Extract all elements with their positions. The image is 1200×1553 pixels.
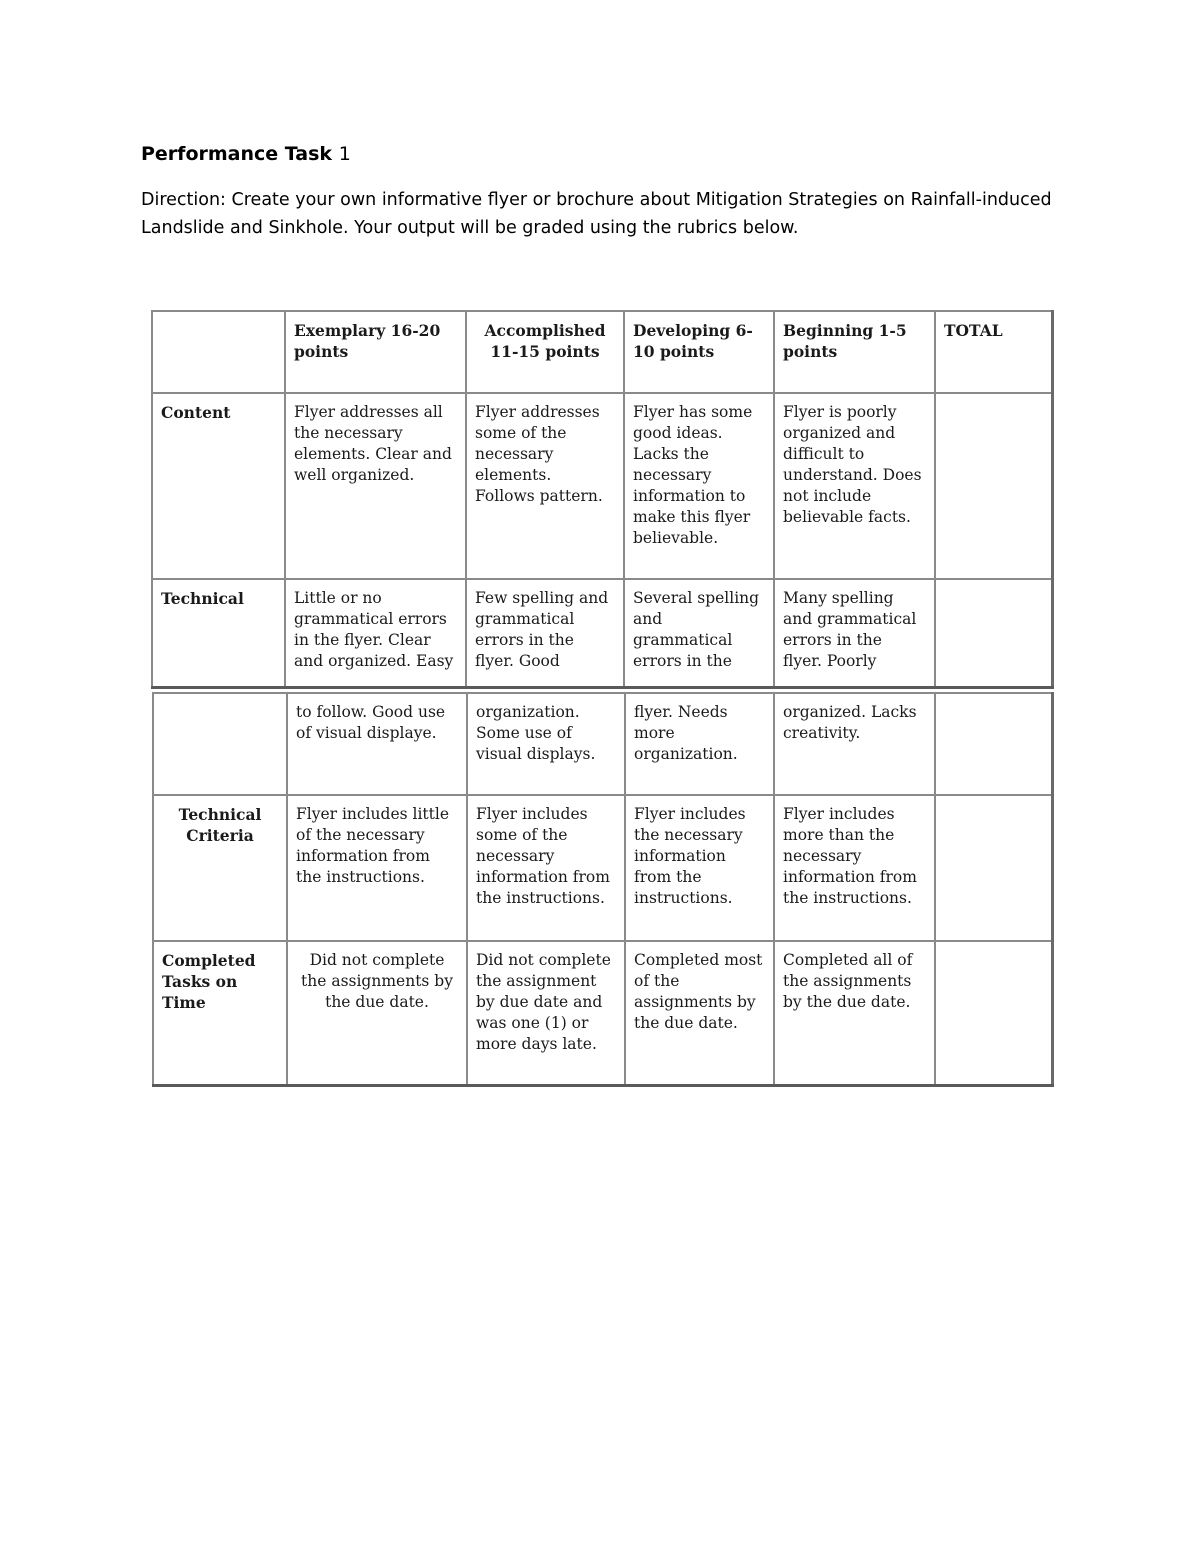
technical-criteria-total bbox=[935, 795, 1052, 941]
technical-developing: Several spelling and grammatical errors in the bbox=[624, 579, 774, 687]
table-row-completed-tasks bbox=[153, 941, 1052, 1085]
row-label-content: Content bbox=[152, 393, 285, 579]
header-developing: Developing 6- 10 points bbox=[624, 311, 774, 393]
technical-continued-accomplished: organization. Some use of visual displays. bbox=[467, 693, 625, 795]
header-beginning: Beginning 1-5 points bbox=[774, 311, 935, 393]
content-exemplary: Flyer addresses all the necessary elements. Clear and well organized. bbox=[285, 393, 466, 579]
technical-continued-developing: flyer. Needs more organization. bbox=[625, 693, 774, 795]
completed-tasks-developing: Completed most of the assignments by the due date. bbox=[625, 941, 774, 1085]
table-row-technical-continued bbox=[153, 693, 1052, 795]
header-accomplished: Accomplished 11-15 points bbox=[466, 311, 624, 393]
row-label-technical-criteria: Technical Criteria bbox=[153, 795, 287, 941]
table-row-technical bbox=[152, 579, 1052, 687]
completed-tasks-accomplished: Did not complete the assignment by due date and was one (1) or more days late. bbox=[467, 941, 625, 1085]
content-accomplished: Flyer addresses some of the necessary elements. Follows pattern. bbox=[466, 393, 624, 579]
technical-continued-beginning: organized. Lacks creativity. bbox=[774, 693, 935, 795]
header-exemplary: Exemplary 16-20 points bbox=[285, 311, 466, 393]
rubric-table-part-2 bbox=[152, 692, 1054, 1087]
row-label-technical-continued bbox=[153, 693, 287, 795]
row-label-technical: Technical bbox=[152, 579, 285, 687]
title-text: Performance Task bbox=[141, 143, 333, 165]
content-beginning: Flyer is poorly organized and difficult to understand. Does not include believable facts. bbox=[774, 393, 935, 579]
table-row-technical-criteria bbox=[153, 795, 1052, 941]
content-developing: Flyer has some good ideas. Lacks the necessary information to make this flyer believable. bbox=[624, 393, 774, 579]
technical-continued-exemplary: to follow. Good use of visual displaye. bbox=[287, 693, 467, 795]
header-total: TOTAL bbox=[935, 311, 1052, 393]
completed-tasks-total bbox=[935, 941, 1052, 1085]
header-criteria bbox=[152, 311, 285, 393]
technical-accomplished: Few spelling and grammatical errors in the flyer. Good bbox=[466, 579, 624, 687]
technical-exemplary: Little or no grammatical errors in the flyer. Clear and organized. Easy bbox=[285, 579, 466, 687]
technical-criteria-accomplished: Flyer includes some of the necessary information from the instructions. bbox=[467, 795, 625, 941]
technical-criteria-exemplary: Flyer includes little of the necessary information from the instructions. bbox=[287, 795, 467, 941]
row-label-completed-tasks: Completed Tasks on Time bbox=[153, 941, 287, 1085]
technical-continued-total bbox=[935, 693, 1052, 795]
content-total bbox=[935, 393, 1052, 579]
technical-criteria-developing: Flyer includes the necessary information from the instructions. bbox=[625, 795, 774, 941]
technical-total bbox=[935, 579, 1052, 687]
rubric-table-part-1 bbox=[151, 310, 1054, 689]
title-number: 1 bbox=[338, 143, 351, 165]
direction-paragraph: Direction: Create your own informative flyer or brochure about Mitigation Strategies on Rainfall-induced Landslide and Sinkhole. Your output will be graded using the rubrics below. bbox=[141, 190, 1052, 238]
completed-tasks-exemplary: Did not complete the assignments by the due date. bbox=[287, 941, 467, 1085]
technical-criteria-beginning: Flyer includes more than the necessary information from the instructions. bbox=[774, 795, 935, 941]
table-row-content bbox=[152, 393, 1052, 579]
completed-tasks-beginning: Completed all of the assignments by the due date. bbox=[774, 941, 935, 1085]
technical-beginning: Many spelling and grammatical errors in the flyer. Poorly bbox=[774, 579, 935, 687]
page-title bbox=[141, 143, 351, 165]
header-row bbox=[152, 311, 1052, 393]
